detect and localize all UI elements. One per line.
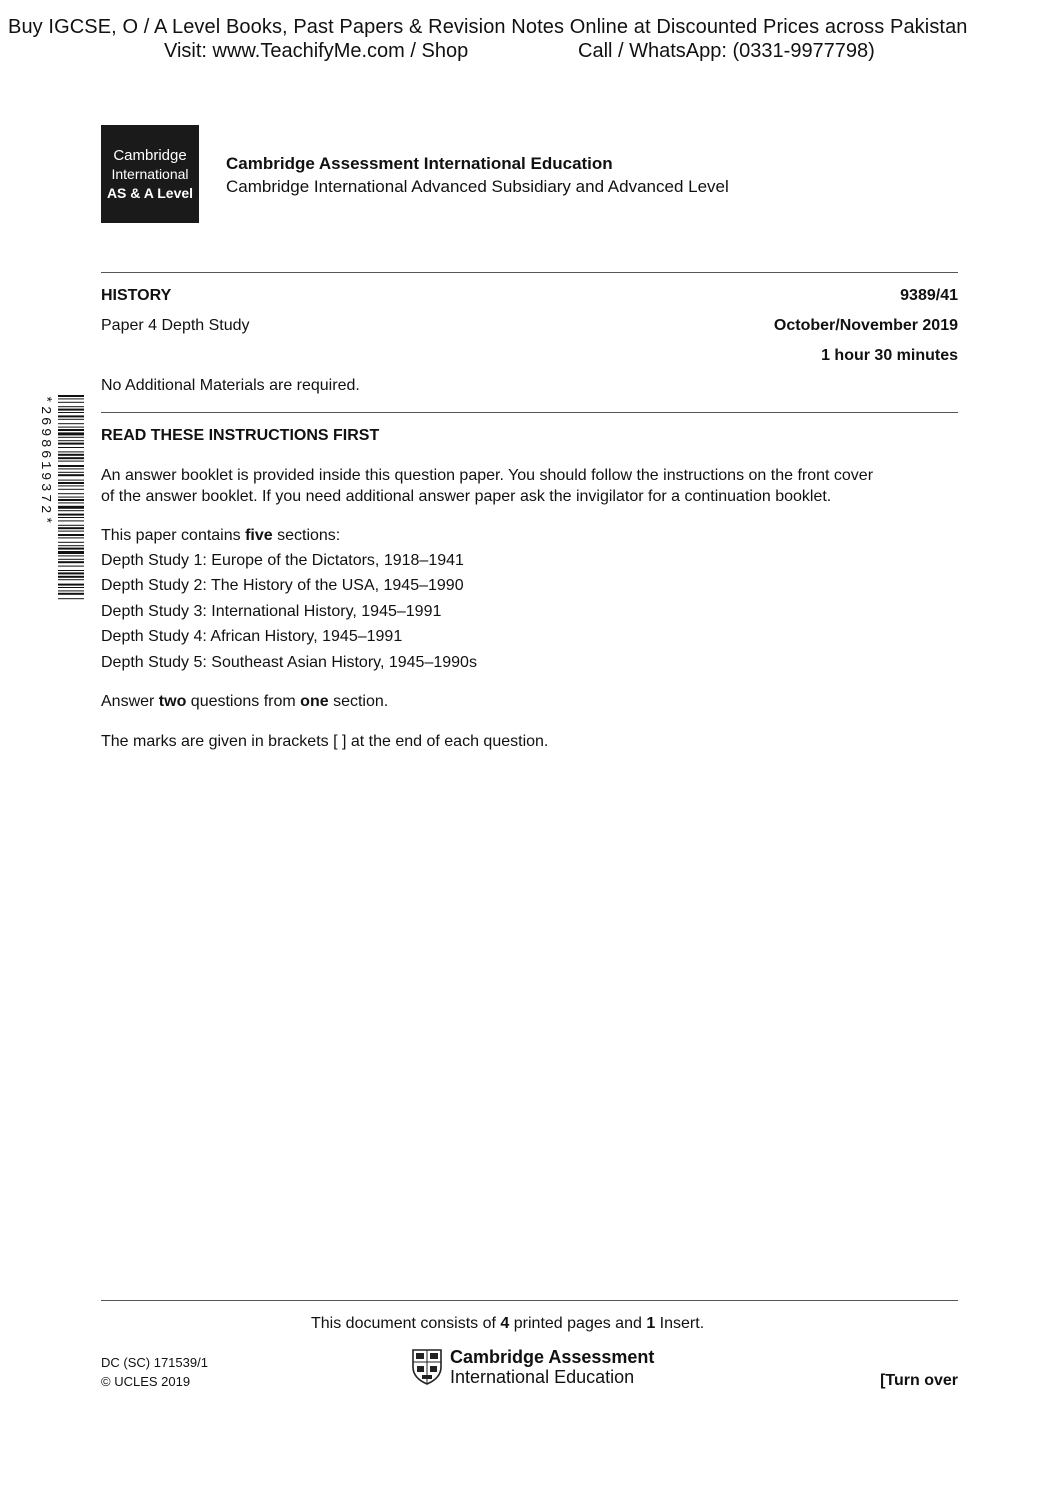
sections-count: five — [245, 527, 273, 544]
barcode-bar — [58, 485, 84, 486]
barcode-bar — [58, 489, 84, 490]
barcode-bar — [58, 561, 84, 563]
paper-code: 9389/41 — [900, 287, 958, 304]
answer-count: two — [158, 693, 187, 710]
barcode-bar — [58, 419, 84, 420]
barcode-bar — [58, 584, 84, 586]
barcode-bar — [58, 587, 84, 588]
marks-instruction: The marks are given in brackets [ ] at the end of each question. — [101, 733, 549, 750]
barcode-bar — [58, 423, 84, 424]
barcode-bar — [58, 447, 84, 448]
barcode-bar — [58, 566, 84, 567]
barcode-bar — [58, 514, 84, 516]
divider-instructions — [101, 412, 958, 413]
barcode-bar — [58, 465, 84, 467]
barcode-bar — [58, 525, 84, 526]
pages-note-mid: printed pages and — [509, 1315, 647, 1332]
barcode-bar — [58, 542, 84, 543]
barcode-bar — [58, 555, 84, 556]
barcode-bar — [58, 461, 84, 462]
instructions-heading: READ THESE INSTRUCTIONS FIRST — [101, 427, 380, 444]
barcode-bar — [58, 517, 84, 518]
promo-banner-line1: Buy IGCSE, O / A Level Books, Past Papers & Revision Notes Online at Discounted Prices across Pakistan — [8, 16, 968, 38]
answer-mid: questions from — [186, 693, 301, 710]
barcode-bar — [58, 527, 84, 529]
document-reference: DC (SC) 171539/1 — [101, 1355, 208, 1370]
barcode-bar — [58, 451, 84, 452]
barcode-bar — [58, 537, 84, 538]
turn-over-note: [Turn over — [880, 1372, 958, 1389]
answer-pre: Answer — [101, 693, 159, 710]
page-count: 4 — [500, 1315, 510, 1332]
logo-line-3: AS & A Level — [106, 184, 194, 201]
barcode-bar — [58, 437, 84, 438]
promo-visit-text: Visit: www.TeachifyMe.com / Shop — [164, 40, 469, 62]
barcode-bar — [58, 548, 84, 550]
barcode-bar — [58, 395, 84, 397]
barcode-bar — [58, 443, 84, 445]
insert-count: 1 — [646, 1315, 656, 1332]
barcode-bar — [58, 590, 84, 591]
answer-instruction — [101, 693, 388, 711]
sections-intro-pre: This paper contains — [101, 527, 246, 544]
depth-study-item: Depth Study 5: Southeast Asian History, 1945–1990s — [101, 654, 477, 671]
barcode-bar — [58, 493, 84, 494]
divider-footer — [101, 1300, 958, 1301]
barcode-bar — [58, 510, 84, 511]
barcode-bar — [58, 520, 84, 521]
pages-note-post: Insert. — [655, 1315, 705, 1332]
promo-call-text: Call / WhatsApp: (0331-9977798) — [578, 40, 875, 62]
answer-section-count: one — [300, 693, 329, 710]
barcode-bar — [58, 398, 84, 399]
barcode-bar — [58, 598, 84, 599]
barcode-image — [30, 393, 86, 603]
barcode-bar — [58, 480, 84, 481]
footer-logo-line-2: International Education — [450, 1367, 635, 1387]
depth-study-item: Depth Study 2: The History of the USA, 1945–1990 — [101, 577, 464, 594]
exam-board-title: Cambridge Assessment International Education — [226, 154, 613, 173]
barcode-bar — [58, 502, 84, 503]
copyright-notice: © UCLES 2019 — [101, 1374, 191, 1389]
barcode-bar — [58, 472, 84, 473]
document-pages-note — [311, 1315, 704, 1333]
barcode-bar — [58, 474, 84, 476]
barcode-bar — [58, 429, 84, 431]
barcode-bar — [58, 412, 84, 413]
depth-study-item: Depth Study 1: Europe of the Dictators, 1918–1941 — [101, 552, 464, 569]
subject-title: HISTORY — [101, 287, 172, 304]
cambridge-logo — [101, 125, 199, 223]
barcode-bar — [58, 545, 84, 546]
logo-line-2: International — [111, 165, 189, 182]
barcode-bar — [58, 482, 84, 484]
barcode-bar — [58, 440, 84, 441]
barcode-bar — [58, 432, 84, 435]
barcode-bar — [58, 497, 84, 498]
crest-icon — [412, 1349, 442, 1385]
paper-title: Paper 4 Depth Study — [101, 317, 250, 334]
answer-post: section. — [328, 693, 389, 710]
barcode-bar — [58, 457, 84, 459]
depth-study-item: Depth Study 3: International History, 1945–1991 — [101, 603, 442, 620]
footer-logo-line-1: Cambridge Assessment — [450, 1347, 655, 1367]
depth-study-item: Depth Study 4: African History, 1945–1991 — [101, 628, 403, 645]
exam-duration: 1 hour 30 minutes — [821, 347, 958, 364]
instructions-para-line-1: An answer booklet is provided inside this question paper. You should follow the instructions on the front cover — [101, 467, 874, 484]
logo-line-1: Cambridge — [113, 146, 187, 164]
barcode-bar — [58, 468, 84, 469]
divider-top — [101, 272, 958, 273]
barcode-bar — [58, 409, 84, 411]
barcode-bar — [58, 427, 84, 428]
barcode-text: *2698619372* — [37, 395, 53, 528]
sections-intro — [101, 527, 340, 545]
barcode-bar — [58, 506, 84, 509]
barcode-bar — [58, 551, 84, 554]
barcode-bar — [58, 415, 84, 417]
barcode-bar — [58, 579, 84, 580]
barcode-bar — [58, 593, 84, 595]
barcode-bar — [58, 534, 84, 536]
exam-session: October/November 2019 — [773, 317, 958, 334]
materials-note: No Additional Materials are required. — [101, 377, 360, 394]
qualification-title: Cambridge International Advanced Subsidiary and Advanced Level — [226, 177, 729, 196]
pages-note-pre: This document consists of — [311, 1315, 501, 1332]
barcode-bar — [58, 572, 84, 574]
barcode-bar — [58, 499, 84, 501]
barcode-bar — [58, 559, 84, 560]
instructions-para-line-2: of the answer booklet. If you need additional answer paper ask the invigilator for a continuation booklet. — [101, 488, 832, 505]
barcode-bar — [58, 576, 84, 578]
barcode-bar — [58, 570, 84, 571]
sections-intro-post: sections: — [272, 527, 341, 544]
barcode-bar — [58, 454, 84, 456]
barcode-bar — [58, 531, 84, 532]
barcode-bar — [58, 406, 84, 407]
barcode-bar — [58, 402, 84, 403]
